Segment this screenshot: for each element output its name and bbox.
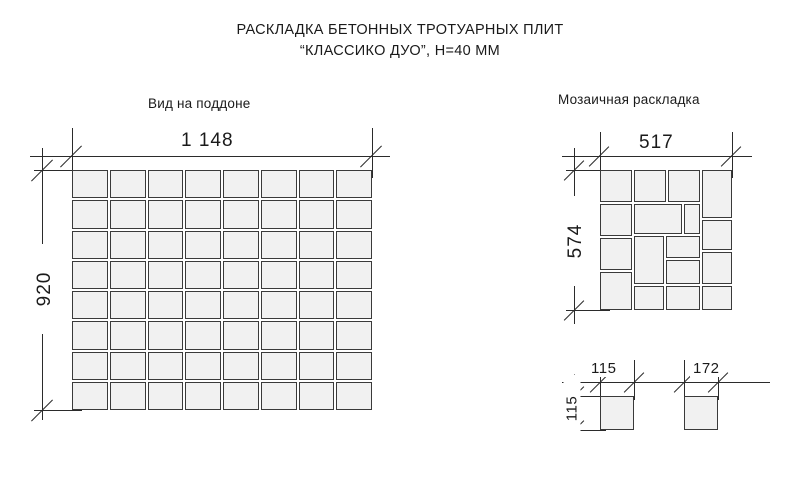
tile <box>223 352 259 380</box>
tile <box>336 261 372 289</box>
tile <box>299 291 335 319</box>
mosaic-width-dim-line <box>562 156 752 157</box>
tile <box>666 286 700 310</box>
tile <box>299 352 335 380</box>
tile <box>148 291 184 319</box>
tile <box>223 321 259 349</box>
tile <box>684 204 700 234</box>
pallet-width-dim-line <box>30 156 390 157</box>
pallet-height-value: 920 <box>34 244 56 334</box>
tile <box>185 321 221 349</box>
tile <box>185 352 221 380</box>
tile <box>702 220 732 250</box>
tile <box>148 231 184 259</box>
tile <box>72 382 108 410</box>
tile <box>336 291 372 319</box>
tile <box>223 261 259 289</box>
mosaic-height-value: 574 <box>565 196 587 286</box>
small-tile-width-value: 115 <box>588 360 619 377</box>
tile <box>72 200 108 228</box>
mosaic-width-value: 517 <box>636 132 677 154</box>
drawing-title <box>0 20 800 62</box>
tile <box>336 231 372 259</box>
small-tile-height-value: 115 <box>564 375 581 443</box>
tile <box>666 236 700 258</box>
tile <box>72 291 108 319</box>
tile <box>223 170 259 198</box>
tile <box>110 382 146 410</box>
tile <box>148 200 184 228</box>
tile <box>261 231 297 259</box>
tile <box>148 382 184 410</box>
tile <box>634 170 666 202</box>
pallet-view-label: Вид на поддоне <box>148 96 251 111</box>
tile <box>666 260 700 284</box>
single-small-tile <box>600 396 634 430</box>
tile <box>148 352 184 380</box>
tile <box>600 238 632 270</box>
tile <box>261 170 297 198</box>
tile <box>72 170 108 198</box>
tile <box>702 252 732 284</box>
tile <box>261 291 297 319</box>
tile <box>299 170 335 198</box>
tile <box>336 382 372 410</box>
tile <box>185 261 221 289</box>
tile <box>185 170 221 198</box>
tile <box>223 200 259 228</box>
tile <box>72 321 108 349</box>
tile <box>185 200 221 228</box>
tile <box>261 352 297 380</box>
tile <box>600 204 632 236</box>
tile <box>299 261 335 289</box>
tile <box>261 382 297 410</box>
tile <box>223 291 259 319</box>
tile <box>336 321 372 349</box>
tile <box>261 200 297 228</box>
tile <box>299 231 335 259</box>
pallet-width-value: 1 148 <box>178 130 237 152</box>
tile <box>72 352 108 380</box>
tile <box>185 231 221 259</box>
tile <box>299 382 335 410</box>
single-large-tile <box>684 396 718 430</box>
tile <box>223 382 259 410</box>
tile <box>299 321 335 349</box>
tile <box>110 352 146 380</box>
tile <box>261 321 297 349</box>
tile <box>299 200 335 228</box>
tile <box>336 170 372 198</box>
tile <box>336 352 372 380</box>
tile <box>261 261 297 289</box>
tile <box>110 321 146 349</box>
large-tile-width-dim-line <box>658 382 770 383</box>
large-tile-width-value: 172 <box>690 360 723 377</box>
tile <box>148 170 184 198</box>
tile <box>634 204 682 234</box>
tile <box>72 261 108 289</box>
tile <box>110 231 146 259</box>
tile <box>185 382 221 410</box>
tile <box>668 170 700 202</box>
tile <box>223 231 259 259</box>
tile <box>110 200 146 228</box>
tile <box>110 291 146 319</box>
title-line-1: РАСКЛАДКА БЕТОННЫХ ТРОТУАРНЫХ ПЛИТ <box>236 22 564 38</box>
tile <box>110 170 146 198</box>
pallet-tile-grid <box>72 170 372 410</box>
tile <box>702 286 732 310</box>
tile <box>185 291 221 319</box>
tile <box>72 231 108 259</box>
title-line-2: “КЛАССИКО ДУО”, H=40 ММ <box>299 43 501 59</box>
mosaic-tile-block <box>600 170 732 310</box>
tile <box>110 261 146 289</box>
tile <box>600 272 632 310</box>
tile <box>336 200 372 228</box>
tile <box>148 321 184 349</box>
tile <box>600 170 632 202</box>
tile <box>634 286 664 310</box>
mosaic-view-label: Мозаичная раскладка <box>558 92 700 107</box>
tile <box>634 236 664 284</box>
tile <box>148 261 184 289</box>
tile <box>702 170 732 218</box>
